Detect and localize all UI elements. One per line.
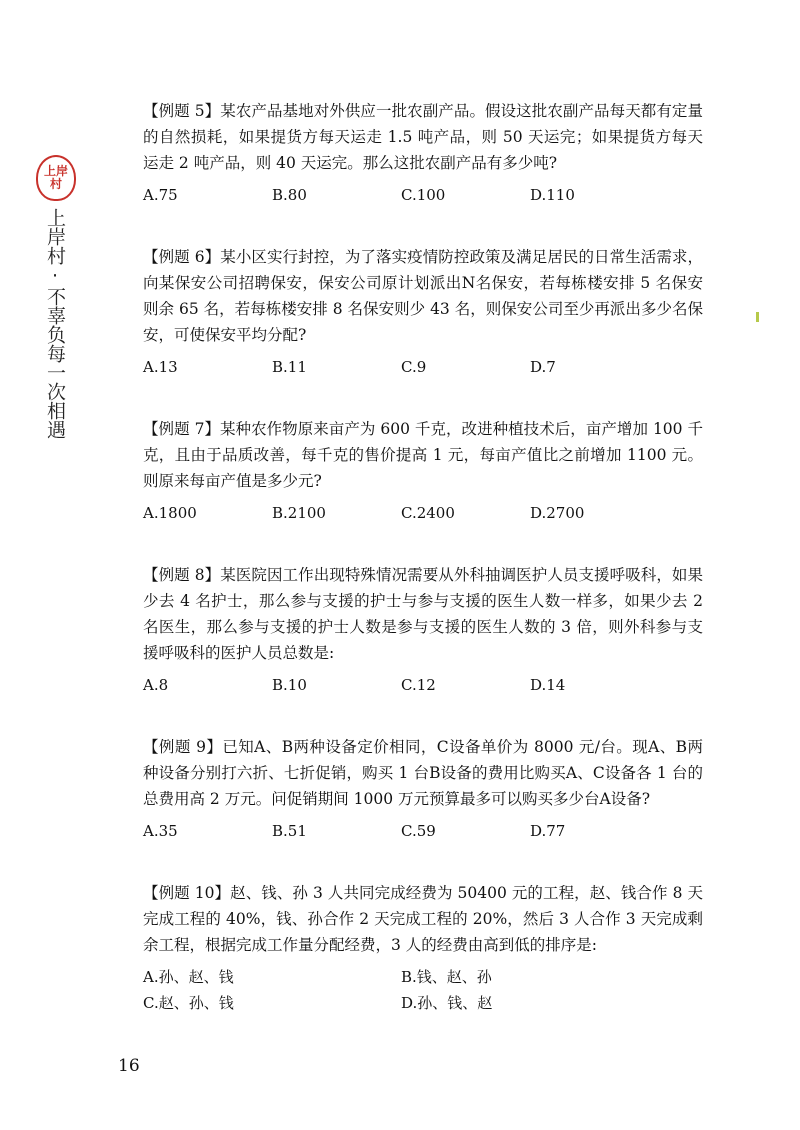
question-text: 【例题 5】某农产品基地对外供应一批农副产品。假设这批农副产品每天都有定量的自然损耗，如果提货方每天运走 1.5 吨产品，则 50 天运完；如果提货方每天运走 2 吨产品，则 40 天运完。那么这批农副产品有多少吨?	[143, 102, 703, 172]
seal-text-top: 上岸	[43, 164, 68, 178]
option-c: C.59	[401, 822, 436, 840]
option-row	[143, 672, 703, 698]
question-item	[143, 562, 703, 698]
option-b: B.11	[272, 358, 307, 376]
question-text: 【例题 8】某医院因工作出现特殊情况需要从外科抽调医护人员支援呼吸科，如果少去 4 名护士，那么参与支援的护士与参与支援的医生人数一样多，如果少去 2 名医生，那么参与支援的护士人数是参与支援的医生人数的 3 倍，则外科参与支援呼吸科的医护人员总数是:	[143, 566, 703, 662]
option-b: B.2100	[272, 504, 326, 522]
option-c: C.2400	[401, 504, 455, 522]
option-b: B.10	[272, 676, 307, 694]
option-c: C.100	[401, 186, 446, 204]
option-b: B.80	[272, 186, 307, 204]
question-item	[143, 416, 703, 526]
page-number: 16	[118, 1056, 140, 1076]
option-row	[143, 182, 703, 208]
question-text: 【例题 9】已知A、B两种设备定价相同，C设备单价为 8000 元/台。现A、B两种设备分别打六折、七折促销，购买 1 台B设备的费用比购买A、C设备各 1 台的总费用高 2 万元。问促销期间 1000 万元预算最多可以购买多少台A设备?	[143, 738, 703, 808]
option-d: D.孙、钱、赵	[401, 994, 493, 1012]
question-text: 【例题 6】某小区实行封控，为了落实疫情防控政策及满足居民的日常生活需求，向某保安公司招聘保安，保安公司原计划派出N名保安，若每栋楼安排 5 名保安则余 65 名，若每栋楼安排 8 名保安则少 43 名，则保安公司至少再派出多少名保安，可使保安平均分配?	[143, 248, 703, 344]
seal-text-bottom: 村	[49, 177, 62, 191]
option-a: A.1800	[143, 504, 197, 522]
question-list	[143, 98, 703, 1052]
option-c: C.12	[401, 676, 436, 694]
option-row	[143, 964, 703, 1016]
question-text: 【例题 7】某种农作物原来亩产为 600 千克，改进种植技术后，亩产增加 100 千克，且由于品质改善，每千克的售价提高 1 元，每亩产值比之前增加 1100 元。则原来每亩产值是多少元?	[143, 420, 703, 490]
question-text: 【例题 10】赵、钱、孙 3 人共同完成经费为 50400 元的工程，赵、钱合作 8 天完成工程的 40%，钱、孙合作 2 天完成工程的 20%，然后 3 人合作 3 天完成剩余工程，根据完成工作量分配经费，3 人的经费由高到低的排序是:	[143, 884, 703, 954]
option-row	[143, 818, 703, 844]
option-d: D.110	[530, 186, 575, 204]
option-a: A.13	[143, 358, 178, 376]
option-row	[143, 500, 703, 526]
option-d: D.7	[530, 358, 556, 376]
option-d: D.77	[530, 822, 566, 840]
option-a: A.75	[143, 186, 178, 204]
option-d: D.2700	[530, 504, 585, 522]
question-item	[143, 98, 703, 208]
option-a: A.孙、赵、钱	[143, 968, 234, 986]
option-d: D.14	[530, 676, 566, 694]
brand-seal-logo	[36, 155, 76, 201]
option-row	[143, 354, 703, 380]
question-item	[143, 880, 703, 1016]
option-b: B.51	[272, 822, 307, 840]
option-a: A.35	[143, 822, 178, 840]
question-item	[143, 734, 703, 844]
side-slogan: 上岸村·不辜负每一次相遇	[44, 208, 66, 439]
option-b: B.钱、赵、孙	[401, 968, 492, 986]
option-a: A.8	[143, 676, 169, 694]
edge-color-mark	[756, 312, 759, 322]
option-c: C.赵、孙、钱	[143, 994, 234, 1012]
question-item	[143, 244, 703, 380]
option-c: C.9	[401, 358, 427, 376]
